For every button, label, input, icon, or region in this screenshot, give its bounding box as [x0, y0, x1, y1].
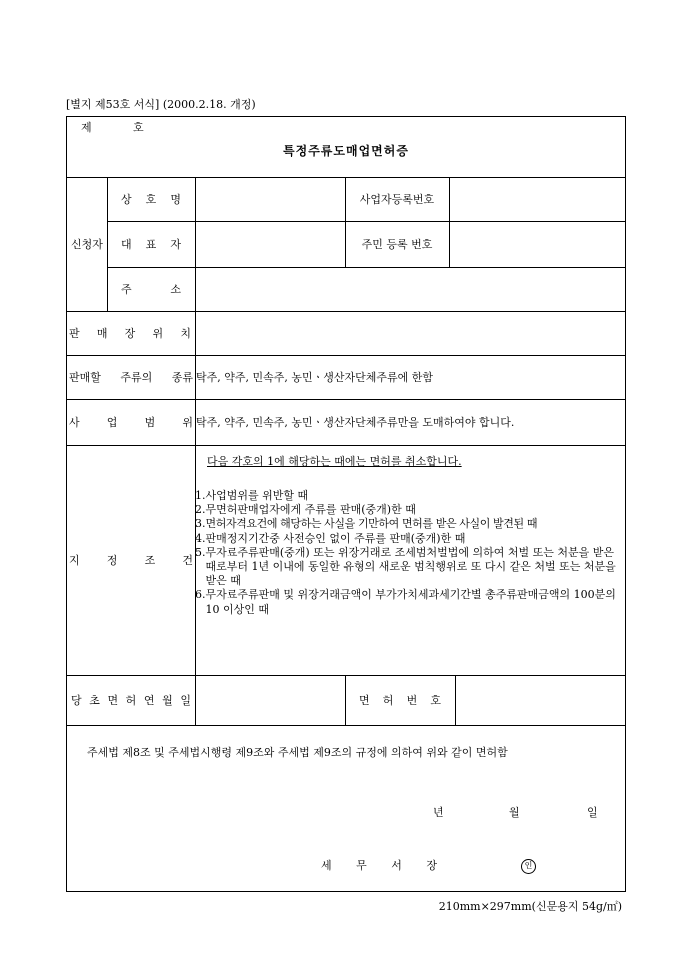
number-label-1: 제	[81, 121, 92, 134]
business-scope-value: 탁주, 약주, 민속주, 농민ㆍ생산자단체주류만을 도매하여야 합니다.	[196, 416, 515, 429]
list-item: 5. 무자료주류판매(중개) 또는 위장거래로 조세범처벌법에 의하여 처벌 또는 처분을 받은 때로부터 1년 이내에 동일한 유형의 새로운 범칙행위로 또 다시 같은 처벌 또는 처분을 받은 때	[195, 545, 616, 588]
license-number-label: 면 허 번 호	[359, 694, 441, 707]
list-item: 6. 무자료주류판매 및 위장거래금액이 부가가치세과세기간별 총주류판매금액의 100분의 10 이상인 때	[195, 588, 616, 616]
number-label-2: 호	[133, 121, 144, 134]
paper-spec-note: 210mm×297mm(신문용지 54g/㎡)	[438, 900, 622, 913]
license-form	[66, 116, 626, 892]
trade-name-field[interactable]	[195, 177, 345, 221]
store-location-label: 판 매 장 위 치	[69, 327, 191, 340]
form-title: 특정주류도매업면허증	[283, 143, 409, 158]
form-caption: [별지 제53호 서식] (2000.2.18. 개정)	[66, 98, 256, 111]
date-month-label: 월	[509, 806, 520, 819]
seal-mark	[521, 856, 536, 876]
business-scope-label: 사 업 범 위	[69, 416, 193, 429]
biz-reg-field[interactable]	[449, 177, 625, 221]
conditions-list	[195, 489, 625, 617]
date-year-label: 년	[433, 806, 444, 819]
resident-number-field[interactable]	[449, 221, 625, 267]
issuer-title: 세 무 서 장	[321, 859, 437, 872]
address-label: 주 소	[121, 283, 181, 296]
list-item: 3. 면허자격요건에 해당하는 사실을 기만하여 면허를 받은 사실이 발견된 때	[195, 517, 538, 531]
representative-field[interactable]	[195, 221, 345, 267]
address-field[interactable]	[195, 267, 625, 311]
seal-icon: 인	[521, 859, 536, 874]
liquor-type-value: 탁주, 약주, 민속주, 농민ㆍ생산자단체주류에 한함	[196, 371, 433, 384]
license-number-field[interactable]	[455, 675, 625, 725]
conditions-label: 지 정 조 건	[69, 554, 193, 567]
resident-number-label: 주민 등록 번호	[361, 238, 433, 251]
list-item: 2. 무면허판매업자에게 주류를 판매(중개)한 때	[195, 503, 416, 517]
rule-date-mid-left	[345, 675, 346, 725]
revocation-notice: 다음 각호의 1에 해당하는 때에는 면허를 취소합니다.	[207, 455, 462, 468]
original-license-date-label: 당 초 면 허 연 월 일	[71, 694, 191, 707]
trade-name-label: 상 호 명	[121, 193, 181, 206]
liquor-type-label: 판매할 주류의 종류	[69, 371, 193, 384]
rule-applicant-group	[107, 177, 108, 311]
representative-label: 대 표 자	[121, 238, 181, 251]
applicant-group-label: 신청자	[71, 238, 103, 251]
store-location-field[interactable]	[195, 311, 625, 355]
date-day-label: 일	[587, 806, 598, 819]
rule-dates	[67, 725, 625, 726]
list-item: 1. 사업범위를 위반할 때	[195, 489, 309, 502]
issuance-statement: 주세법 제8조 및 주세법시행령 제9조와 주세법 제9조의 규정에 의하여 위와 같이 면허함	[87, 746, 508, 759]
original-license-date-field[interactable]	[195, 675, 345, 725]
biz-reg-label: 사업자등록번호	[359, 193, 435, 206]
list-item: 4. 판매정지기간중 사전승인 없이 주류를 판매(중개)한 때	[195, 531, 466, 545]
